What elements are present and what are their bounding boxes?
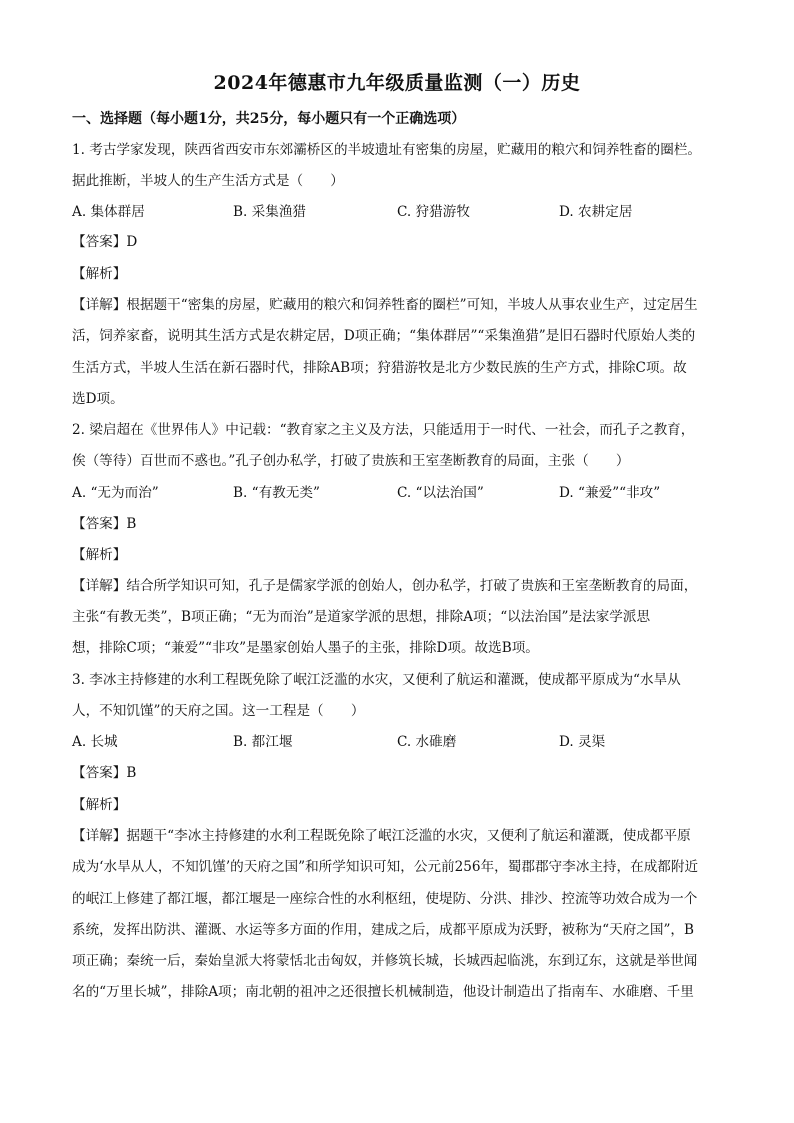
q2-detail-line-1: 【详解】结合所学知识可知，孔子是儒家学派的创始人，创办私学，打破了贵族和王室垄断教育的局面，: [72, 578, 698, 594]
q3-detail-line-3: 的岷江上修建了都江堰，都江堰是一座综合性的水利枢纽，使堤防、分洪、排沙、控流等功效合成为一个: [72, 891, 698, 907]
q3-option-d: D. 灵渠: [559, 734, 606, 750]
q2-option-b: B. “有教无类”: [233, 485, 320, 501]
exam-title: 2024年德惠市九年级质量监测（一）历史: [213, 72, 581, 94]
q1-option-a: A. 集体群居: [72, 204, 145, 220]
q3-option-c: C. 水碓磨: [397, 734, 457, 750]
q1-option-b: B. 采集渔猎: [233, 204, 307, 220]
q1-answer: 【答案】D: [72, 234, 138, 250]
q2-stem-line-2: 俟（等待）百世而不惑也。”孔子创办私学，打破了贵族和王室垄断教育的局面，主张（ ）: [72, 453, 630, 469]
q1-option-c: C. 狩猎游牧: [397, 204, 470, 220]
q3-detail-line-6: 名的“万里长城”，排除A项；南北朝的祖冲之还很擅长机械制造，他设计制造出了指南车、水碓磨、千里: [72, 984, 694, 1000]
q3-detail-line-2: 成为‘水旱从人，不知饥馑’的天府之国”和所学知识可知，公元前256年，蜀郡郡守李冰主持，在成都附近: [72, 859, 699, 875]
q1-detail-line-4: 选D项。: [72, 391, 124, 407]
q2-detail-line-3: 想，排除C项；“兼爱”“非攻”是墨家创始人墨子的主张，排除D项。故选B项。: [72, 640, 539, 656]
section-heading: 一、选择题（每小题1分，共25分，每小题只有一个正确选项）: [72, 111, 466, 127]
q3-stem-line-1: 3. 李冰主持修建的水利工程既免除了岷江泛滥的水灾，又便利了航运和灌溉，使成都平原成为“水旱从: [72, 672, 681, 688]
q1-stem-line-1: 1. 考古学家发现，陕西省西安市东郊灞桥区的半坡遗址有密集的房屋，贮藏用的粮穴和饲养牲畜的圈栏。: [72, 142, 702, 158]
q2-option-d: D. “兼爱”“非攻”: [559, 485, 661, 501]
q3-option-a: A. 长城: [72, 734, 118, 750]
q1-analysis-label: 【解析】: [72, 266, 127, 282]
q2-option-c: C. “以法治国”: [397, 485, 484, 501]
q1-option-d: D. 农耕定居: [559, 204, 633, 220]
q1-stem-line-2: 据此推断，半坡人的生产生活方式是（ ）: [72, 173, 344, 189]
q3-stem-line-2: 人，不知饥馑”的天府之国。这一工程是（ ）: [72, 703, 365, 719]
q1-detail-line-2: 活，饲养家畜，说明其生活方式是农耕定居，D项正确；“集体群居”“采集渔猎”是旧石器时代原始人类的: [72, 328, 696, 344]
q3-detail-line-5: 项正确；秦统一后，秦始皇派大将蒙恬北击匈奴，并修筑长城，长城西起临洮，东到辽东，这就是举世闻: [72, 953, 698, 969]
q3-detail-line-4: 系统，发挥出防洪、灌溉、水运等多方面的作用，建成之后，成都平原成为沃野，被称为“天府之国”，B: [72, 922, 695, 938]
q3-option-b: B. 都江堰: [233, 734, 293, 750]
q3-analysis-label: 【解析】: [72, 797, 127, 813]
q2-answer: 【答案】B: [72, 516, 137, 532]
q2-analysis-label: 【解析】: [72, 547, 127, 563]
q3-answer: 【答案】B: [72, 765, 137, 781]
q2-detail-line-2: 主张“有教无类”，B项正确；“无为而治”是道家学派的思想，排除A项；“以法治国”是法家学派思: [72, 609, 651, 625]
q2-stem-line-1: 2. 梁启超在《世界伟人》中记载：“教育家之主义及方法，只能适用于一时代、一社会，而孔子之教育，: [72, 422, 695, 438]
q1-detail-line-1: 【详解】根据题干“密集的房屋，贮藏用的粮穴和饲养牲畜的圈栏”可知，半坡人从事农业生产，过定居生: [72, 297, 698, 313]
q2-option-a: A. “无为而治”: [72, 485, 159, 501]
q3-detail-line-1: 【详解】据题干“李冰主持修建的水利工程既免除了岷江泛滥的水灾，又便利了航运和灌溉，使成都平原: [72, 828, 691, 844]
q1-detail-line-3: 生活方式，半坡人生活在新石器时代，排除AB项；狩猎游牧是北方少数民族的生产方式，排除C项。故: [72, 360, 687, 376]
